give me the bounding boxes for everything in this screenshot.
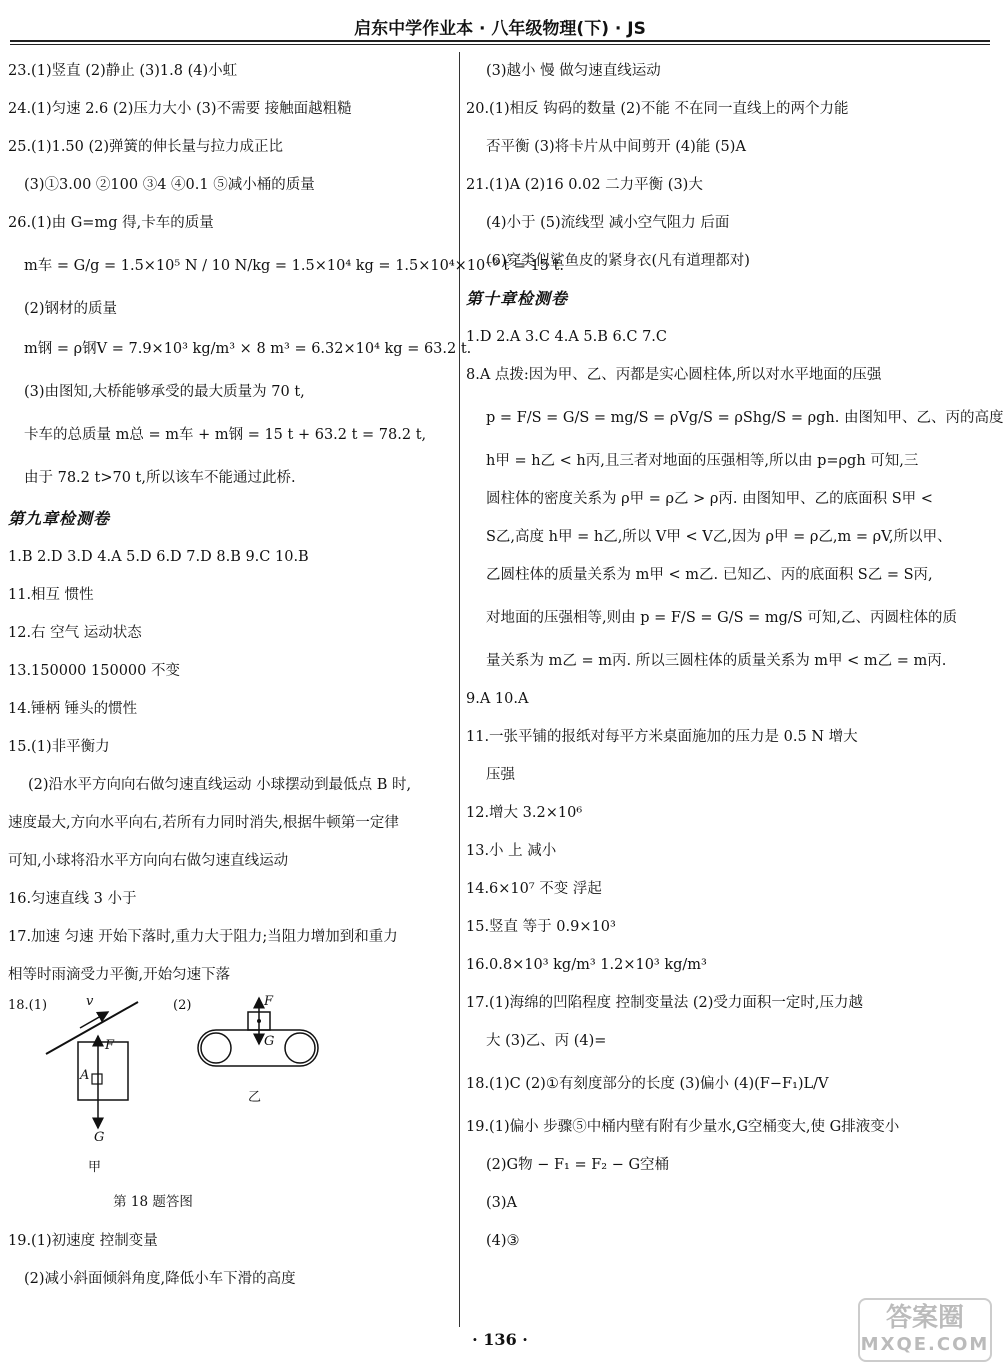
answer-line: 23.(1)竖直 (2)静止 (3)1.8 (4)小虹 (8, 63, 238, 79)
box-a-label: A (80, 1068, 90, 1083)
roller-right (285, 1033, 315, 1063)
answer-line: 14.锤柄 锤头的惯性 (8, 701, 138, 717)
conveyor-belt (198, 1030, 318, 1066)
answer-line: 圆柱体的密度关系为 ρ甲 = ρ乙 > ρ丙. 由图知甲、乙的底面积 S甲 < (486, 491, 933, 507)
formula-line: 对地面的压强相等,则由 p = F/S = G/S = mg/S 可知,乙、丙圆柱体的质 (486, 610, 957, 626)
answer-line: 20.(1)相反 钩码的数量 (2)不能 不在同一直线上的两个力能 (466, 101, 849, 117)
section-heading-ch10: 第十章检测卷 (466, 289, 569, 308)
answer-line: 1.D 2.A 3.C 4.A 5.B 6.C 7.C (466, 329, 668, 345)
header-rule-thin (10, 44, 990, 45)
answer-line: 25.(1)1.50 (2)弹簧的伸长量与拉力成正比 (8, 139, 284, 155)
answer-line: 16.匀速直线 3 小于 (8, 891, 137, 907)
answer-line: 可知,小球将沿水平方向向右做匀速直线运动 (8, 853, 289, 869)
force-diagram-q18 (8, 994, 453, 1182)
question-18-label: 18.(1) (8, 998, 48, 1013)
diagram-jia-label: 甲 (88, 1160, 102, 1175)
diagram-2-label: (2) (173, 998, 192, 1013)
answer-line: 26.(1)由 G=mg 得,卡车的质量 (8, 215, 214, 231)
gravity-label: G (94, 1130, 105, 1145)
formula-line: 18.(1)C (2)①有刻度部分的长度 (3)偏小 (4)(F−F₁)L/V (466, 1076, 829, 1092)
answer-line: 14.6×10⁷ 不变 浮起 (466, 881, 602, 897)
answer-line: 速度最大,方向水平向右,若所有力同时消失,根据牛顿第一定律 (8, 815, 399, 831)
book-title: 启东中学作业本 · 八年级物理(下) · JS (354, 19, 646, 39)
answer-line: 相等时雨滴受力平衡,开始匀速下落 (8, 967, 231, 983)
answer-line: 15.(1)非平衡力 (8, 739, 110, 755)
answer-line: 13.150000 150000 不变 (8, 663, 180, 679)
answer-line: (2)钢材的质量 (24, 301, 118, 317)
answer-line: 11.相互 惯性 (8, 587, 94, 603)
formula-line: m钢 = ρ钢V = 7.9×10³ kg/m³ × 8 m³ = 6.32×10⁴ kg = 63.2 t. (24, 341, 472, 357)
answer-line: (4)小于 (5)流线型 减小空气阻力 后面 (486, 215, 730, 231)
weight-label: G (264, 1034, 275, 1049)
answer-line: (2)G物 − F₁ = F₂ − G空桶 (486, 1157, 670, 1173)
velocity-label: v (86, 994, 94, 1009)
answer-line: 压强 (486, 767, 515, 783)
velocity-arrow (80, 1012, 108, 1028)
watermark-text: 答案圈 (885, 1303, 964, 1333)
answer-line: 16.0.8×10³ kg/m³ 1.2×10³ kg/m³ (466, 957, 707, 973)
answer-line: (6)穿类似鲨鱼皮的紧身衣(凡有道理都对) (486, 253, 750, 269)
center-mark (92, 1074, 102, 1084)
answer-line: 17.加速 匀速 开始下落时,重力大于阻力;当阻力增加到和重力 (8, 929, 398, 945)
formula-line: m车 = G/g = 1.5×10⁵ N / 10 N/kg = 1.5×10⁴ kg = 1.5×10⁴×10⁻³ t = 15 t. (24, 258, 565, 274)
answer-line: 12.增大 3.2×10⁶ (466, 805, 583, 821)
answer-line: 13.小 上 减小 (466, 843, 557, 859)
force-f-label: F (105, 1038, 115, 1053)
answer-line: 9.A 10.A (466, 691, 529, 707)
support-force-label: F (264, 994, 274, 1009)
answer-line: 大 (3)乙、丙 (4)= (486, 1033, 607, 1049)
answer-line: (2)沿水平方向向右做匀速直线运动 小球摆动到最低点 B 时, (28, 777, 412, 793)
page-header (0, 0, 1000, 46)
answer-line: 量关系为 m乙 = m丙. 所以三圆柱体的质量关系为 m甲 < m乙 = m丙. (486, 653, 947, 669)
answer-line: (4)③ (486, 1233, 520, 1249)
answer-line: 24.(1)匀速 2.6 (2)压力大小 (3)不需要 接触面越粗糙 (8, 101, 352, 117)
diagram-yi-label: 乙 (248, 1090, 262, 1105)
answer-line: 卡车的总质量 m总 = m车 + m钢 = 15 t + 63.2 t = 78.2 t, (24, 427, 427, 443)
answer-line: 8.A 点拨:因为甲、乙、丙都是实心圆柱体,所以对水平地面的压强 (466, 367, 882, 383)
answer-line: 11.一张平铺的报纸对每平方米桌面施加的压力是 0.5 N 增大 (466, 729, 858, 745)
roller-left (201, 1033, 231, 1063)
answer-line: (2)减小斜面倾斜角度,降低小车下滑的高度 (24, 1271, 296, 1287)
section-heading-ch9: 第九章检测卷 (8, 509, 111, 528)
answer-line: h甲 = h乙 < h丙,且三者对地面的压强相等,所以由 p=ρgh 可知,三 (486, 453, 919, 469)
answer-line: 否平衡 (3)将卡片从中间剪开 (4)能 (5)A (486, 139, 746, 155)
formula-line: p = F/S = G/S = mg/S = ρVg/S = ρShg/S = ρgh. 由图知甲、乙、丙的高度 (486, 410, 1003, 426)
answer-line: (3)①3.00 ②100 ③4 ④0.1 ⑤减小桶的质量 (24, 177, 315, 193)
page-number: · 136 · (472, 1330, 528, 1349)
incline-surface (46, 1002, 138, 1054)
answer-line: 1.B 2.D 3.D 4.A 5.D 6.D 7.D 8.B 9.C 10.B (8, 549, 309, 565)
answer-line: 12.右 空气 运动状态 (8, 625, 142, 641)
force-diagram-drawing (8, 994, 453, 1182)
watermark-logo (858, 1298, 992, 1362)
answer-line: 乙圆柱体的质量关系为 m甲 < m乙. 已知乙、丙的底面积 S乙 = S丙, (486, 567, 933, 583)
answer-line: 19.(1)偏小 步骤⑤中桶内壁有附有少量水,G空桶变大,使 G排液变小 (466, 1119, 900, 1135)
watermark-url: MXQE.COM (860, 1334, 990, 1355)
answer-line: S乙,高度 h甲 = h乙,所以 V甲 < V乙,因为 ρ甲 = ρ乙,m = ρV,所以甲、 (486, 529, 952, 545)
right-column (466, 52, 1003, 1260)
answer-line: (3)由图知,大桥能够承受的最大质量为 70 t, (24, 384, 305, 400)
answer-line: 19.(1)初速度 控制变量 (8, 1233, 158, 1249)
answer-line: 由于 78.2 t>70 t,所以该车不能通过此桥. (24, 470, 296, 486)
answer-line: (3)越小 慢 做匀速直线运动 (486, 63, 661, 79)
header-rule (10, 40, 990, 42)
answer-line: 15.竖直 等于 0.9×10³ (466, 919, 616, 935)
answer-line: 17.(1)海绵的凹陷程度 控制变量法 (2)受力面积一定时,压力越 (466, 995, 863, 1011)
answer-line: 21.(1)A (2)16 0.02 二力平衡 (3)大 (466, 177, 703, 193)
figure-caption: 第 18 题答图 (113, 1194, 193, 1210)
answer-line: (3)A (486, 1195, 518, 1211)
